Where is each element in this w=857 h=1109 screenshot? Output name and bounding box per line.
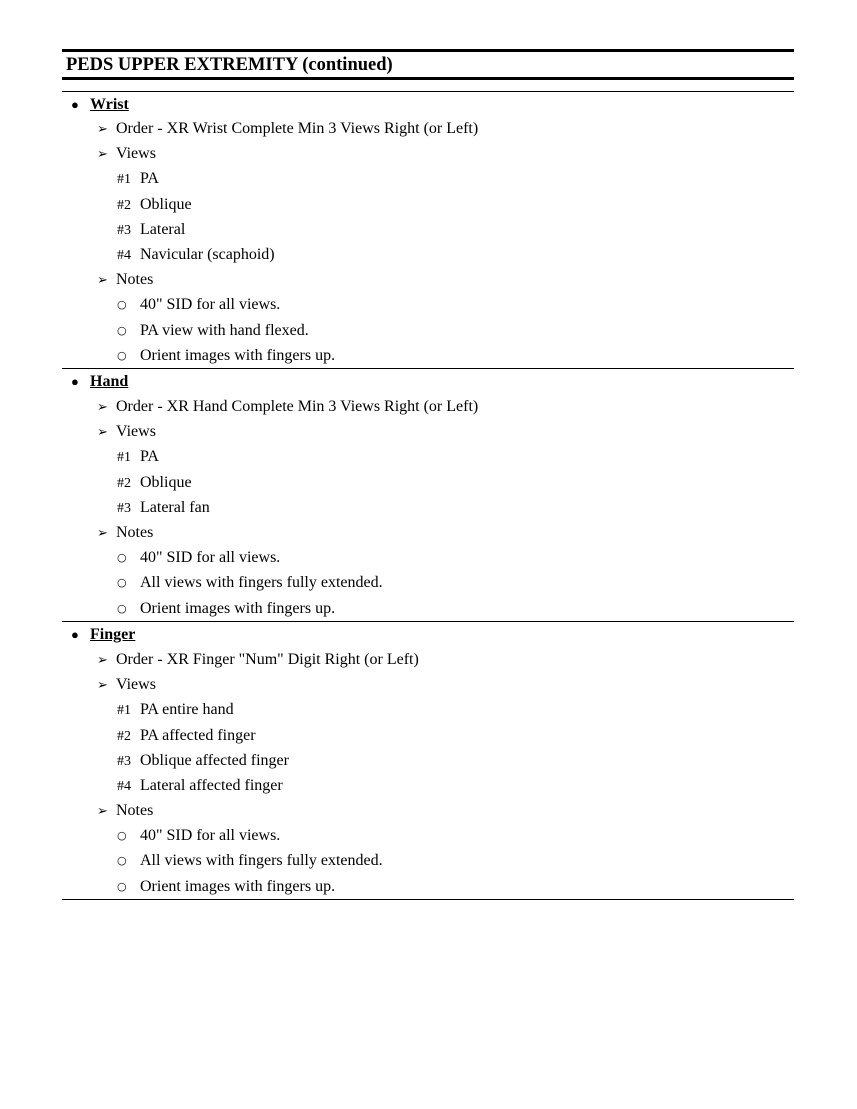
bullet-icon: ●: [71, 626, 79, 642]
views-label: Views: [116, 676, 156, 694]
order-text: Order - XR Hand Complete Min 3 Views Right (or Left): [116, 398, 479, 416]
view-text: Navicular (scaphoid): [140, 245, 275, 263]
view-item: [62, 470, 794, 495]
note-item: [62, 292, 794, 317]
title-bar: [62, 49, 794, 80]
circle-bullet-icon: ○: [117, 601, 127, 615]
circle-bullet-icon: ○: [117, 348, 127, 362]
view-number: #2: [117, 475, 131, 491]
section-heading-row: [62, 92, 794, 116]
note-text: Orient images with fingers up.: [140, 346, 336, 364]
view-text: Lateral fan: [140, 498, 210, 516]
arrow-bullet-icon: ➢: [97, 425, 108, 441]
circle-bullet-icon: ○: [117, 298, 127, 312]
view-text: PA: [140, 170, 159, 188]
view-number: #2: [117, 197, 131, 213]
arrow-bullet-icon: ➢: [97, 526, 108, 541]
note-item: [62, 570, 794, 595]
circle-bullet-icon: ○: [117, 551, 127, 565]
view-text: Lateral affected finger: [140, 776, 283, 794]
note-text: Orient images with fingers up.: [140, 877, 336, 895]
order-text: Order - XR Wrist Complete Min 3 Views Right (or Left): [116, 120, 479, 137]
bullet-icon: ●: [71, 97, 79, 112]
circle-bullet-icon: ○: [117, 854, 127, 868]
note-item: [62, 343, 794, 368]
view-number: #4: [117, 247, 131, 263]
notes-row: [62, 267, 794, 292]
arrow-bullet-icon: ➢: [97, 122, 108, 137]
arrow-bullet-icon: ➢: [97, 678, 108, 694]
note-text: PA view with hand flexed.: [140, 321, 309, 339]
circle-bullet-icon: ○: [117, 576, 127, 590]
view-number: #3: [117, 500, 131, 516]
view-text: Oblique affected finger: [140, 751, 289, 769]
view-item: [62, 697, 794, 722]
view-text: PA entire hand: [140, 701, 234, 719]
order-row: [62, 647, 794, 672]
note-text: All views with fingers fully extended.: [140, 852, 383, 870]
order-row: [62, 394, 794, 419]
arrow-bullet-icon: ➢: [97, 400, 108, 416]
note-item: [62, 823, 794, 848]
view-item: [62, 192, 794, 217]
view-text: PA: [140, 448, 159, 466]
note-text: All views with fingers fully extended.: [140, 574, 383, 592]
section-hand: [62, 369, 794, 622]
order-text: Order - XR Finger "Num" Digit Right (or Left): [116, 650, 419, 668]
view-item: [62, 166, 794, 191]
note-text: 40" SID for all views.: [140, 827, 281, 845]
section-heading-row: [62, 622, 794, 647]
view-item: [62, 444, 794, 469]
views-row: [62, 141, 794, 166]
document-page: [62, 49, 794, 900]
section-heading-row: [62, 369, 794, 394]
notes-label: Notes: [116, 524, 154, 541]
notes-row: [62, 798, 794, 823]
notes-label: Notes: [116, 271, 154, 289]
view-number: #1: [117, 703, 131, 719]
view-number: #1: [117, 172, 131, 188]
order-row: [62, 116, 794, 141]
section-heading: Hand: [90, 372, 129, 390]
view-text: Oblique: [140, 473, 192, 491]
circle-bullet-icon: ○: [117, 879, 127, 893]
notes-label: Notes: [116, 802, 154, 820]
section-wrist: [62, 92, 794, 369]
arrow-bullet-icon: ➢: [97, 273, 108, 289]
note-item: [62, 318, 794, 343]
view-item: [62, 242, 794, 267]
note-text: 40" SID for all views.: [140, 296, 281, 314]
note-text: 40" SID for all views.: [140, 549, 281, 567]
arrow-bullet-icon: ➢: [97, 804, 108, 820]
views-row: [62, 419, 794, 444]
view-item: [62, 748, 794, 773]
arrow-bullet-icon: ➢: [97, 147, 108, 163]
circle-bullet-icon: ○: [117, 323, 127, 337]
view-text: Lateral: [140, 220, 186, 238]
note-item: [62, 596, 794, 621]
view-item: [62, 773, 794, 798]
views-row: [62, 672, 794, 697]
note-item: [62, 848, 794, 873]
views-label: Views: [116, 145, 156, 163]
view-item: [62, 217, 794, 242]
circle-bullet-icon: ○: [117, 829, 127, 843]
view-number: #1: [117, 450, 131, 466]
view-number: #3: [117, 222, 131, 238]
note-item: [62, 874, 794, 899]
views-label: Views: [116, 423, 156, 441]
view-number: #2: [117, 728, 131, 744]
page-title: PEDS UPPER EXTREMITY (continued): [66, 55, 393, 75]
view-number: #4: [117, 778, 131, 794]
bullet-icon: ●: [71, 373, 79, 389]
section-finger: [62, 622, 794, 900]
view-text: PA affected finger: [140, 726, 256, 744]
section-heading: Finger: [90, 625, 136, 643]
section-heading: Wrist: [90, 96, 129, 113]
notes-row: [62, 520, 794, 545]
view-text: Oblique: [140, 195, 192, 213]
note-text: Orient images with fingers up.: [140, 599, 336, 617]
view-number: #3: [117, 753, 131, 769]
view-item: [62, 495, 794, 520]
arrow-bullet-icon: ➢: [97, 652, 108, 668]
note-item: [62, 545, 794, 570]
view-item: [62, 723, 794, 748]
